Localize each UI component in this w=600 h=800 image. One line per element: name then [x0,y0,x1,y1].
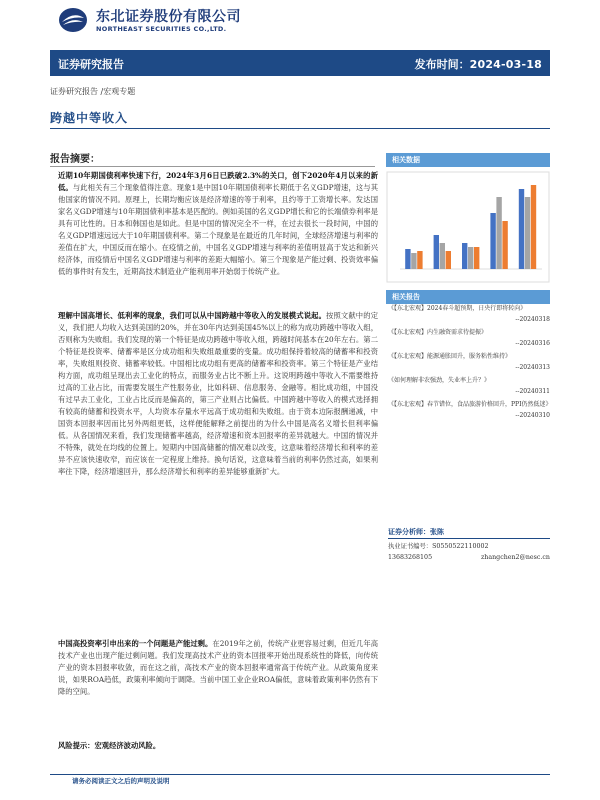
title-divider [50,128,550,129]
summary-paragraph-2 [58,310,378,478]
chart-bar [462,243,467,269]
analyst-name: 证券分析师：张陈 [388,526,550,539]
chart-bar [502,221,507,269]
report-type-bar [50,50,550,76]
report-item[interactable] [388,399,550,421]
paragraph-2-lead: 理解中国高增长、低利率的现象，我们可以从中国跨越中等收入的发展模式说起。 [58,311,327,320]
company-name-cn: 东北证券股份有限公司 [96,9,241,25]
paragraph-1-body: 与此相关有三个现象值得注意。现象1是中国10年期国债利率长期低于名义GDP增速，这与其他国家的情况不同。原理上，长期均衡应该是经济增速的等于利率，且约等于工资增长率。发达国家名义GDP增速与10年期国债利率基本是匹配的。例如美国的名义GDP增长和它的长端债券利率是具有可比性的。日本和韩国也是如此。但是中国的情况完全不一样，在过去很长一段时间，中国的名义GDP增速远远大于10年期国债利率。第二个现象是在最近的几年时间，全球经济增速与利率的差值在扩大，中国反而在缩小。在疫情之前，中国名义GDP增速与利率的差值明显高于发达和新兴经济体，而疫情后中国名义GDP增速与利率的差距大幅缩小。第三个现象是产能过剩、投资效率偏低的事件时有发生，近期高技术制造业产能利用率开始弱于传统产业。 [58,183,379,276]
analyst-contact-row [388,552,550,563]
summary-heading: 报告摘要： [50,154,100,165]
related-reports-list [388,303,550,423]
paragraph-1-lead: 近期10年期国债利率快速下行，2024年3月6日已跌破2.3%的关口，创下2020年4月以来的新低。 [58,171,378,192]
chart-bar [490,213,495,269]
publish-date-value: 2024-03-18 [469,58,542,71]
report-title: 跨越中等收入 [50,111,129,125]
chart-bar [411,253,416,269]
report-item-title[interactable]: 《【东北宏观】春节错位，食品旅游价格回升，PPI仍然低迷》 [388,401,552,408]
paragraph-2-body: 按照文献中的定义，我们把人均收入达到美国的20%，并在30年内达到美国45%以上的称为成功跨越中等收入组，否则称为失败组。我们发现的第一个特征是成功跨越中等收入组，跨越时间基本在20年左右。第二个特征是投资率、储蓄率是区分成功组和失败组最重要的变量。成功组保持着较高的储蓄率和投资率，失败组则投资、储蓄率较低。中国相比成功组有更高的储蓄率和投资率。第三个特征是产业结构方面，成功组呈现出去工业化的特点，而服务业占比不断上升。这说明跨越中等收入不需要维持过高的工业占比，而需要发展生产性服务业，比如科研、信息服务、金融等。相比成功组，中国没有过早去工业化，工业占比反而是偏高的，第三产业则占比偏低。中国跨越中等收入的模式选择拥有较高的储蓄和投资水平，人均资本存量水平远高于成功组和失败组。由于资本边际报酬递减，中国资本回报率因而比另外两组更低，这样便能解释之前提出的为什么中国是高名义增长但利率偏低。从各国情况来看，我们发现储蓄率越高，经济增速和资本回报率的差异就越大。中国的情况并不特殊，就处在均线的位置上。短期内中国高储蓄的情况难以改变，这意味着经济增长和利率的差异不应该快速收窄，而应该在一定程度上维持。换句话说，这意味着当前的利率仍然过高，如果利率往下降，经济增速回升，那么经济增长和利率的差异能够重新扩大。 [58,311,378,476]
chart-bar [496,197,501,269]
report-item-title[interactable]: 《如何理解非农强劲，失业率上升？》 [388,377,491,384]
report-item-title[interactable]: 《【东北宏观】内生融资需求待提振》 [388,329,488,336]
chart-bar [531,185,536,269]
report-item[interactable] [388,375,550,397]
chart-bar [474,247,479,269]
report-item-date: --20240313 [515,364,550,371]
chart-bar [468,247,473,269]
footer-disclaimer: 请务必阅读正文之后的声明及说明 [72,777,170,785]
breadcrumb: 证券研究报告 /宏观专题 [50,87,136,96]
summary-divider [50,166,375,167]
report-item-title[interactable]: 《【东北宏观】能源通胀回升，服务粘性维持》 [388,353,512,360]
report-type-label: 证券研究报告 [58,58,124,71]
report-item-date: --20240311 [515,388,550,395]
report-item[interactable] [388,303,550,325]
analyst-info [388,526,550,563]
risk-warning-text: 风险提示：宏观经济波动风险。 [58,741,161,750]
publish-date-label: 发布时间： [414,58,470,71]
report-item[interactable] [388,351,550,373]
summary-paragraph-3 [58,638,378,698]
company-name-en: NORTHEAST SECURITIES CO.,LTD. [96,25,227,33]
chart-bar [434,235,439,269]
company-logo-icon [58,7,88,33]
related-reports-heading: 相关报告 [386,290,550,304]
analyst-license-number: S0550522110002 [432,543,489,550]
summary-paragraph-1 [58,170,378,278]
report-item-date: --20240310 [515,412,550,419]
chart-bar [446,251,451,269]
report-item-date: --20240318 [515,316,550,323]
chart-bar [440,243,445,269]
report-item[interactable] [388,327,550,349]
chart-bar [417,251,422,269]
analyst-license [388,541,550,552]
report-item-date: --20240316 [515,340,550,347]
related-data-heading: 相关数据 [386,153,550,167]
footer-divider [50,774,550,775]
analyst-license-label: 执业证书编号： [388,543,433,550]
related-data-chart [386,171,550,283]
chart-bar [525,197,530,269]
report-item-title[interactable]: 《【东北宏观】2024春斗超预期，日央行即将转向》 [388,305,527,312]
publish-date [415,56,542,72]
page-header [0,0,600,40]
paragraph-3-body: 在2019年之前，传统产业更容易过剩，但近几年高技术产业也出现产能过剩问题。我们发现高技术产业的资本回报率开始出现系统性的降低，向传统产业的资本回报率收敛，而在这之前，高技术产业的资本回报率通常高于传统产业。从政策角度来说，如果ROA趋低，政策利率倾向于调降。当前中国工业企业ROA偏低，意味着政策利率仍然有下降的空间。 [58,639,378,696]
analyst-phone: 13683268105 [388,554,433,561]
risk-warning [58,740,378,752]
paragraph-3-lead: 中国高投资率引申出来的一个问题是产能过剩。 [58,639,213,648]
chart-bar [405,249,410,269]
analyst-email[interactable]: zhangchen2@nesc.cn [480,554,550,561]
chart-bar [519,189,524,269]
